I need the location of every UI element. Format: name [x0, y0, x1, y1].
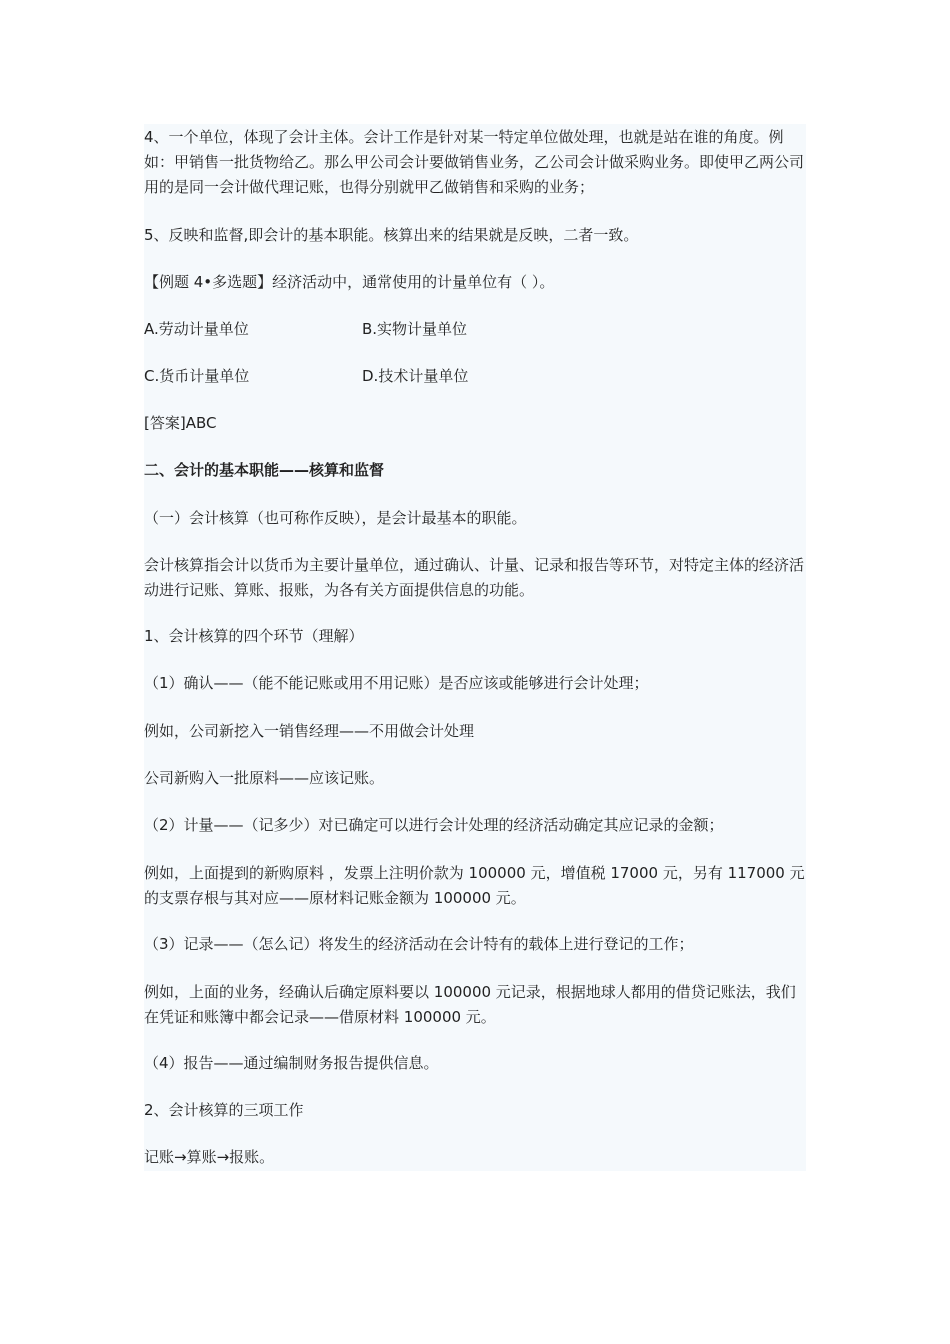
paragraph-example-manager: 例如，公司新挖入一销售经理——不用做会计处理 — [144, 722, 475, 740]
option-a: A.劳动计量单位 — [144, 320, 249, 338]
paragraph-tasks-flow: 记账→算账→报账。 — [144, 1148, 275, 1166]
paragraph-reflect-supervise: 5、反映和监督,即会计的基本职能。核算出来的结果就是反映，二者一致。 — [144, 226, 639, 244]
paragraph-step-recording: （3）记录——（怎么记）将发生的经济活动在会计特有的载体上进行登记的工作； — [144, 935, 694, 953]
paragraph-four-steps: 1、会计核算的四个环节（理解） — [144, 627, 364, 645]
paragraph-example-recording: 例如，上面的业务，经确认后确定原料要以 100000 元记录，根据地球人都用的借贷记账法，我们在凭证和账簿中都会记录——借原材料 100000 元。 — [144, 983, 796, 1026]
option-b: B.实物计量单位 — [362, 320, 468, 338]
option-c: C.货币计量单位 — [144, 367, 250, 385]
paragraph-step-recognition: （1）确认——（能不能记账或用不用记账）是否应该或能够进行会计处理； — [144, 674, 649, 692]
paragraph-accounting-definition: 会计核算指会计以货币为主要计量单位，通过确认、计量、记录和报告等环节，对特定主体的经济活动进行记账、算账、报账，为各有关方面提供信息的功能。 — [144, 556, 805, 599]
section-heading: 二、会计的基本职能——核算和监督 — [144, 461, 385, 479]
answer: [答案]ABC — [144, 414, 217, 432]
option-d: D.技术计量单位 — [362, 367, 469, 385]
document-body — [144, 124, 806, 1171]
example-question: 【例题 4•多选题】经济活动中，通常使用的计量单位有（ ）。 — [144, 273, 555, 291]
paragraph-accounting-entity: 4、一个单位，体现了会计主体。会计工作是针对某一特定单位做处理，也就是站在谁的角度。例如：甲销售一批货物给乙。那么甲公司会计要做销售业务，乙公司会计做采购业务。即使甲乙两公司用的是同一会计做代理记账，也得分别就甲乙做销售和采购的业务； — [144, 128, 805, 196]
paragraph-step-reporting: （4）报告——通过编制财务报告提供信息。 — [144, 1054, 439, 1072]
paragraph-example-price: 例如，上面提到的新购原料 ，发票上注明价款为 100000 元，增值税 17000 元，另有 117000 元的支票存根与其对应——原材料记账金额为 100000 元。 — [144, 864, 805, 907]
paragraph-step-measurement: （2）计量——（记多少）对已确定可以进行会计处理的经济活动确定其应记录的金额； — [144, 816, 724, 834]
paragraph-accounting-core: （一）会计核算（也可称作反映），是会计最基本的职能。 — [144, 509, 527, 527]
paragraph-example-material: 公司新购入一批原料——应该记账。 — [144, 769, 385, 787]
paragraph-three-tasks: 2、会计核算的三项工作 — [144, 1101, 304, 1119]
